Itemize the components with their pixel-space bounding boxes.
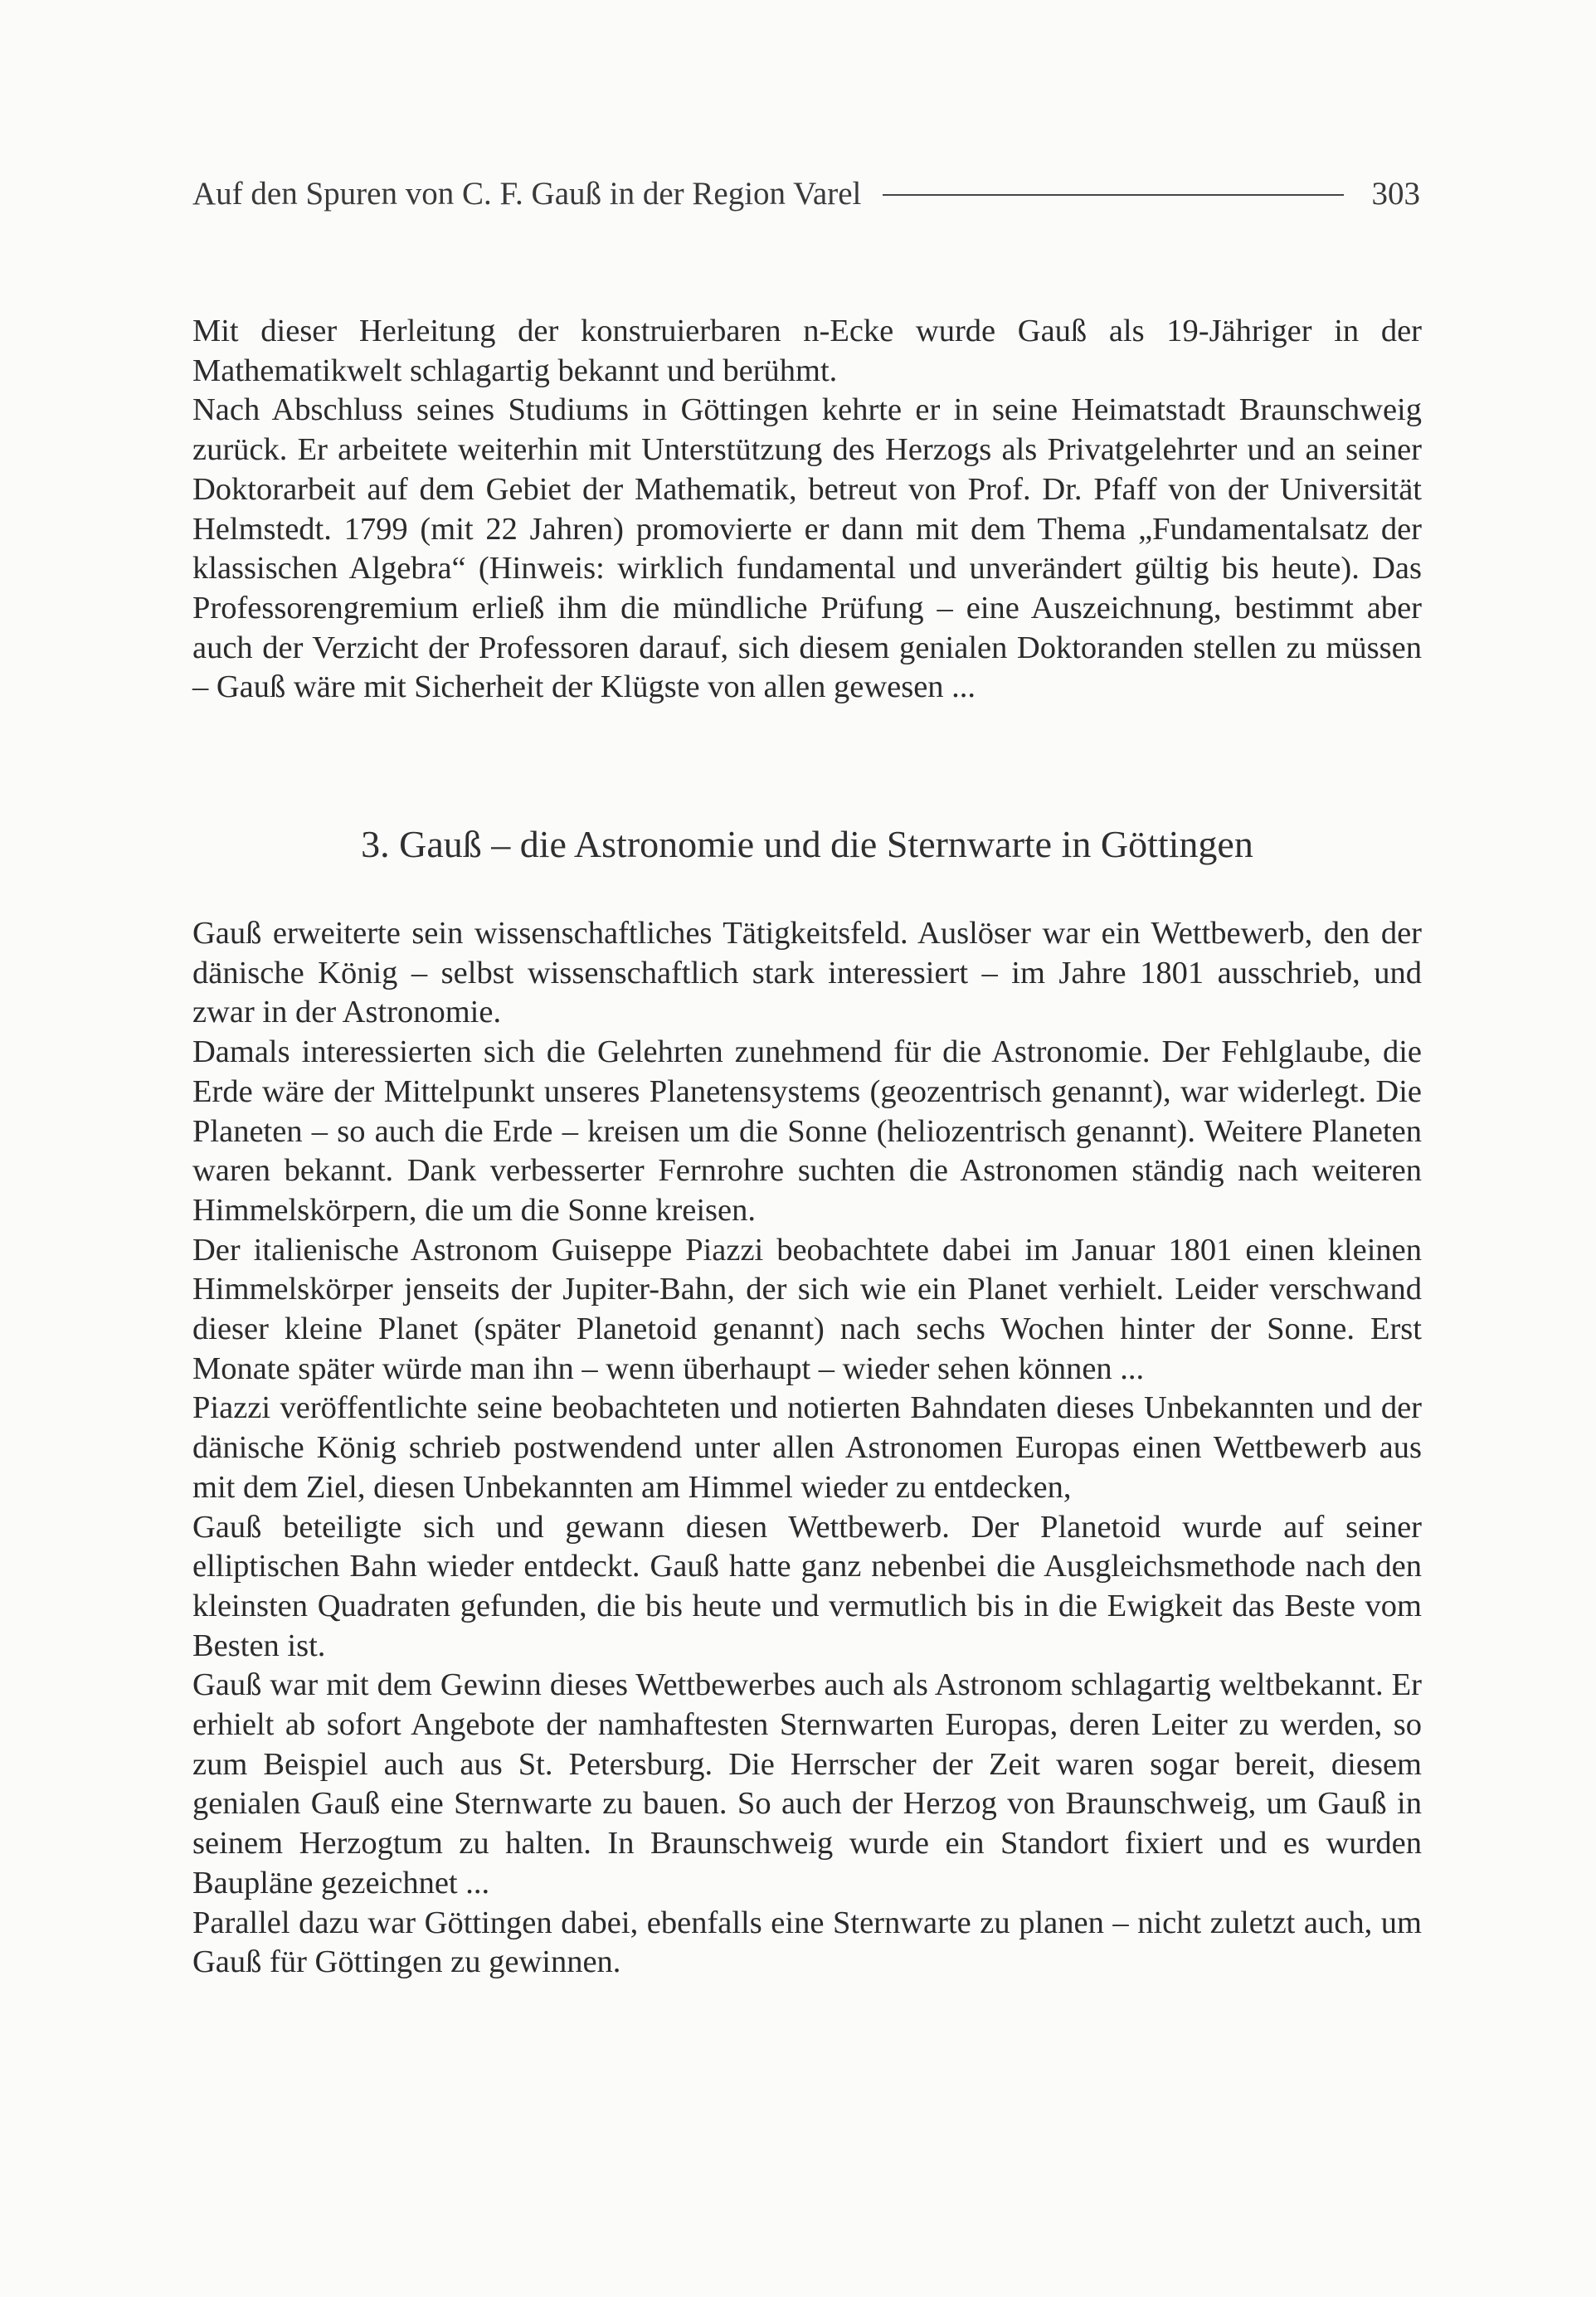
paragraph: Damals interessierten sich die Gelehrten zunehmend für die Astronomie. Der Fehlglaube, die Erde wäre der Mittelpunkt unseres Planetensystems (geozentrisch genannt), war widerlegt. Die Planeten – so auch die Erde – kreisen um die Sonne (heliozentrisch genannt). Weitere Planeten waren bekannt. Dank verbesserter Fernrohre suchten die Astronomen ständig nach weiteren Himmelskörpern, die um die Sonne kreisen. — [192, 1034, 1422, 1228]
paragraph: Nach Abschluss seines Studiums in Göttingen kehrte er in seine Heimatstadt Braunschweig zurück. Er arbeitete weiterhin mit Unterstützung des Herzogs als Privatgelehrter und an seiner Doktorarbeit auf dem Gebiet der Mathematik, betreut von Prof. Dr. Pfaff von der Universität Helmstedt. 1799 (mit 22 Jahren) promovierte er dann mit dem Thema „Fundamentalsatz der klassischen Algebra“ (Hinweis: wirklich fundamental und unverändert gültig bis heute). Das Professorengremium erließ ihm die mündliche Prüfung – eine Auszeichnung, bestimmt aber auch der Verzicht der Professoren darauf, sich diesem genialen Doktoranden stellen zu müssen – Gauß wäre mit Sicherheit der Klügste von allen gewesen ... — [192, 392, 1422, 705]
paragraph: Parallel dazu war Göttingen dabei, ebenfalls eine Sternwarte zu planen – nicht zuletzt auch, um Gauß für Göttingen zu gewinnen. — [192, 1905, 1422, 1980]
running-title: Auf den Spuren von C. F. Gauß in der Region Varel — [192, 175, 862, 212]
paragraph: Mit dieser Herleitung der konstruierbaren n-Ecke wurde Gauß als 19-Jähriger in der Mathematikwelt schlagartig bekannt und berühmt. — [192, 314, 1422, 388]
running-header — [192, 164, 1420, 222]
header-rule — [883, 194, 1343, 196]
paragraph: Piazzi veröffentlichte seine beobachteten und notierten Bahndaten dieses Unbekannten und der dänische König schrieb postwendend unter allen Astronomen Europas einen Wettbewerb aus mit dem Ziel, diesen Unbekannten am Himmel wieder zu entdecken, — [192, 1390, 1422, 1505]
section-body — [192, 914, 1422, 1983]
paragraph: Gauß erweiterte sein wissenschaftliches Tätigkeitsfeld. Auslöser war ein Wettbewerb, den der dänische König – selbst wissenschaftlich stark interessiert – im Jahre 1801 ausschrieb, und zwar in der Astronomie. — [192, 916, 1422, 1030]
intro-text — [192, 312, 1422, 708]
page-number: 303 — [1371, 175, 1420, 212]
section-heading: 3. Gauß – die Astronomie und die Sternwarte in Göttingen — [361, 823, 1253, 865]
paragraph: Der italienische Astronom Guiseppe Piazzi beobachtete dabei im Januar 1801 einen kleinen Himmelskörper jenseits der Jupiter-Bahn, der sich wie ein Planet verhielt. Leider verschwand dieser kleine Planet (später Planetoid genannt) nach sechs Wochen hinter der Sonne. Erst Monate später würde man ihn – wenn überhaupt – wieder sehen können ... — [192, 1232, 1422, 1386]
paragraph: Gauß war mit dem Gewinn dieses Wettbewerbes auch als Astronom schlagartig weltbekannt. Er erhielt ab sofort Angebote der namhaftesten Sternwarten Europas, deren Leiter zu werden, so zum Beispiel auch aus St. Petersburg. Die Herrscher der Zeit waren sogar bereit, diesem genialen Gauß eine Sternwarte zu bauen. So auch der Herzog von Braunschweig, um Gauß in seinem Herzogtum zu halten. In Braunschweig wurde ein Standort fixiert und es wurden Baupläne gezeichnet ... — [192, 1667, 1422, 1900]
paragraph: Gauß beteiligte sich und gewann diesen Wettbewerb. Der Planetoid wurde auf seiner elliptischen Bahn wieder entdeckt. Gauß hatte ganz nebenbei die Ausgleichsmethode nach den kleinsten Quadraten gefunden, die bis heute und vermutlich bis in die Ewigkeit das Beste vom Besten ist. — [192, 1509, 1422, 1663]
